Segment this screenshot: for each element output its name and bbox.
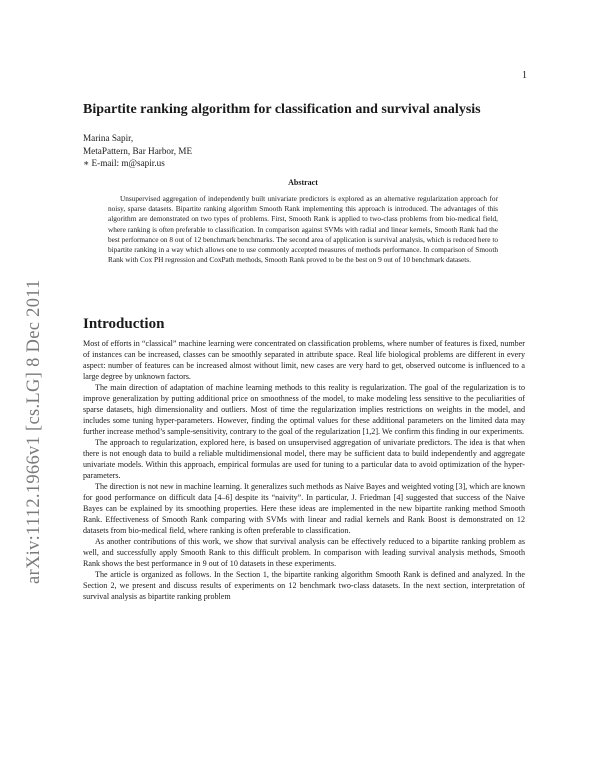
author-block	[83, 132, 383, 170]
abstract-text: Unsupervised aggregation of independently built univariate predictors is explored as an alternative regularization approach for noisy, sparse datasets. Bipartite ranking algorithm Smooth Rank implementing this approach is introduced. The advantages of this algorithm are demonstrated on two types of problems. First, Smooth Rank is applied to two-class problems from bio-medical field, where ranking is often preferable to classification. In comparison against SVMs with radial and linear kernels, Smooth Rank had the best performance on 8 out of 12 benchmark benchmarks. The second area of application is survival analysis, which is reduced here to bipartite ranking in a way which allows one to use commonly accepted measures of methods performance. In comparison of Smooth Rank with Cox PH regression and CoxPath methods, Smooth Rank proved to be the best on 9 out of 10 benchmark datasets.	[108, 194, 498, 265]
arxiv-identifier-stamp: arXiv:1112.1966v1 [cs.LG] 8 Dec 2011	[24, 279, 44, 584]
page-number: 1	[522, 70, 527, 81]
paragraph: Most of efforts in “classical” machine learning were concentrated on classification problems, where number of features is fixed, number of instances can be increased, classes can be smoothly separated in attribute space. Real life biological problems are different in every aspect: number of features can be increased almost without limit, new cases are very hard to get, observed outcome is influenced to a large degree by unknown factors.	[83, 339, 525, 381]
introduction-body	[83, 338, 525, 602]
paper-title: Bipartite ranking algorithm for classification and survival analysis	[83, 102, 481, 117]
paragraph: As another contributions of this work, we show that survival analysis can be effectively reduced to a bipartite ranking problem as well, and successfully apply Smooth Rank to this difficult problem. In comparison with leading survival analysis methods, Smooth Rank shows the best performance in 9 out of 10 datasets in these experiments.	[83, 537, 525, 568]
paragraph: The approach to regularization, explored here, is based on unsupervised aggregation of univariate predictors. The idea is that when there is not enough data to build a reliable multidimensional model, there may be sufficient data to build independently and aggregate univariate models. Within this approach, empirical formulas are used for tuning to a particular data to avoid optimization of the hyper-parameters.	[83, 438, 525, 480]
paragraph: The direction is not new in machine learning. It generalizes such methods as Naive Bayes and weighted voting [3], which are known for good performance on difficult data [4–6] despite its “naivity”. In particular, J. Friedman [4] suggested that success of the Naive Bayes can be explained by its smoothing properties. Here these ideas are implemented in the new bipartite ranking method Smooth Rank. Effectiveness of Smooth Rank comparing with SVMs with linear and radial kernels and Rank Boost is demonstrated on 12 datasets from bio-medical field, where ranking is often preferable to classification.	[83, 482, 525, 535]
abstract-heading: Abstract	[288, 178, 318, 187]
author-affiliation: MetaPattern, Bar Harbor, ME	[83, 145, 193, 156]
author-email: ∗ E-mail: m@sapir.us	[83, 158, 165, 168]
author-name: Marina Sapir,	[83, 133, 134, 143]
paragraph: The article is organized as follows. In the Section 1, the bipartite ranking algorithm Smooth Rank is defined and analyzed. In the Section 2, we present and discuss results of experiments on 12 benchmark two-class datasets. In the next section, interpretation of survival analysis as bipartite ranking problem	[83, 570, 525, 601]
paragraph: The main direction of adaptation of machine learning methods to this reality is regularization. The goal of the regularization is to improve generalization by putting additional price on smoothness of the model, to make modeling less sensitive to the peculiarities of sparse datasets, high dimensionality and outliers. Most of time the regularization implies restrictions on weights in the model, and includes some tuning hyper-parameters. However, finding the optimal values for these additional parameters on the limited data may further increase method’s sample-sensitivity, contrary to the goal of the regularization [1,2]. We confirm this finding in our experiments.	[83, 383, 525, 436]
introduction-heading: Introduction	[83, 316, 165, 332]
